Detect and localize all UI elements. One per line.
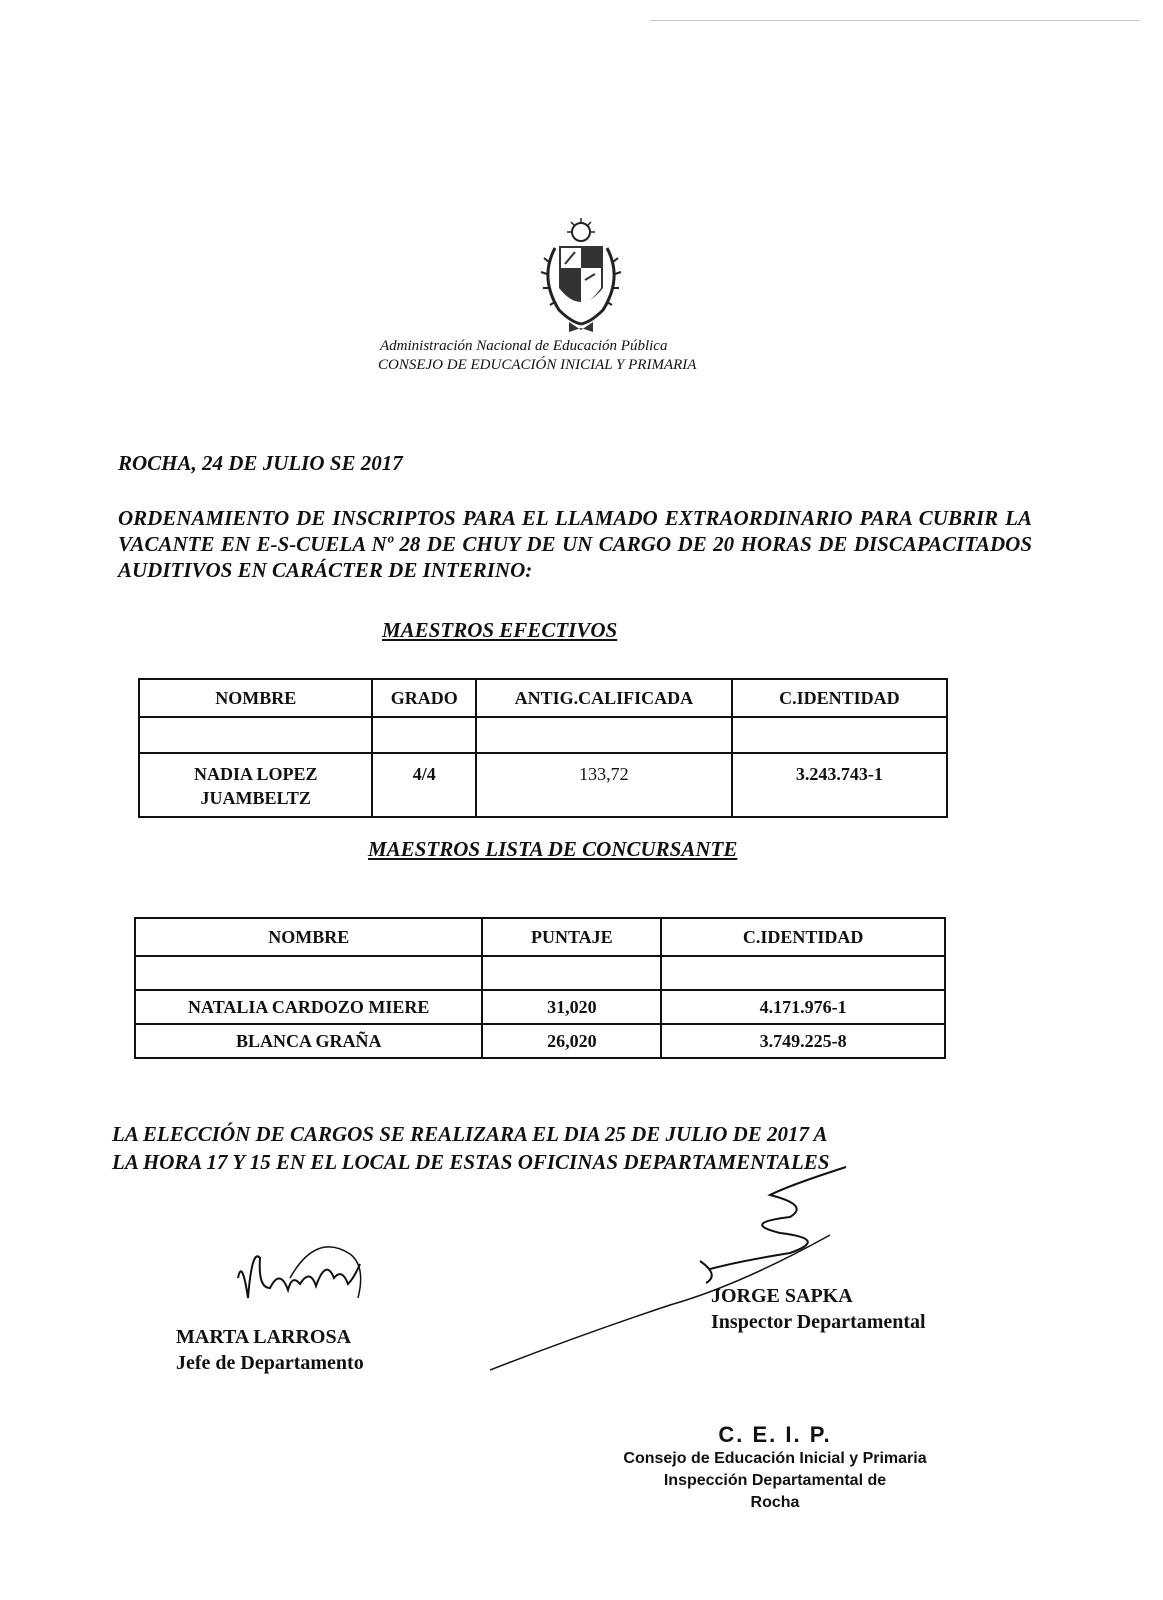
table-cell-ci: 3.243.743-1 bbox=[732, 753, 947, 817]
council-name: CONSEJO DE EDUCACIÓN INICIAL Y PRIMARIA bbox=[378, 357, 697, 373]
table-blank-row bbox=[139, 717, 947, 753]
section-heading-efectivos: MAESTROS EFECTIVOS bbox=[382, 618, 618, 642]
column-header: GRADO bbox=[372, 679, 476, 717]
table-cell-ci: 4.171.976-1 bbox=[661, 990, 945, 1024]
stamp-line: Rocha bbox=[750, 1494, 800, 1511]
signature-left-icon bbox=[230, 1238, 380, 1328]
table-cell bbox=[372, 717, 476, 753]
nombre-line: NADIA LOPEZ bbox=[193, 764, 318, 784]
election-line: LA ELECCIÓN DE CARGOS SE REALIZARA EL DIA 25 DE JULIO DE 2017 A bbox=[112, 1122, 828, 1146]
table-row bbox=[139, 753, 947, 817]
signer-left-role: Jefe de Departamento bbox=[176, 1352, 364, 1374]
signer-left-name: MARTA LARROSA bbox=[176, 1326, 352, 1348]
signer-right-role: Inspector Departamental bbox=[711, 1311, 926, 1333]
stamp-line: Consejo de Educación Inicial y Primaria bbox=[623, 1450, 927, 1467]
column-header: C.IDENTIDAD bbox=[661, 918, 945, 956]
signer-right-name: JORGE SAPKA bbox=[711, 1285, 853, 1307]
table-row bbox=[135, 990, 945, 1024]
org-name: Administración Nacional de Educación Pública bbox=[380, 338, 668, 354]
election-line: LA HORA 17 Y 15 EN EL LOCAL DE ESTAS OFICINAS DEPARTAMENTALES bbox=[112, 1150, 830, 1174]
table-cell bbox=[476, 717, 732, 753]
table-row bbox=[135, 1024, 945, 1058]
section-heading-concursantes: MAESTROS LISTA DE CONCURSANTE bbox=[368, 837, 738, 861]
concursantes-table bbox=[134, 917, 946, 1059]
stamp-line: Inspección Departamental de bbox=[663, 1472, 887, 1489]
date-line: ROCHA, 24 DE JULIO SE 2017 bbox=[118, 451, 403, 475]
office-stamp bbox=[620, 1422, 930, 1514]
column-header: C.IDENTIDAD bbox=[732, 679, 947, 717]
table-cell bbox=[661, 956, 945, 990]
coat-of-arms-icon bbox=[535, 218, 627, 336]
table-cell bbox=[135, 956, 482, 990]
table-cell-ci: 3.749.225-8 bbox=[661, 1024, 945, 1058]
table-header-row bbox=[139, 679, 947, 717]
table-cell bbox=[139, 717, 372, 753]
column-header: NOMBRE bbox=[139, 679, 372, 717]
nombre-line: JUAMBELTZ bbox=[200, 788, 311, 808]
table-cell-nombre: NATALIA CARDOZO MIERE bbox=[135, 990, 482, 1024]
column-header: PUNTAJE bbox=[482, 918, 661, 956]
table-cell-puntaje: 31,020 bbox=[482, 990, 661, 1024]
document-title: ORDENAMIENTO DE INSCRIPTOS PARA EL LLAMADO EXTRAORDINARIO PARA CUBRIR LA VACANTE EN E-S-CUELA Nº 28 DE CHUY DE UN CARGO DE 20 HORAS DE DISCAPACITADOS AUDITIVOS EN CARÁCTER DE INTERINO: bbox=[118, 506, 1032, 582]
table-cell-nombre: BLANCA GRAÑA bbox=[135, 1024, 482, 1058]
table-blank-row bbox=[135, 956, 945, 990]
table-cell bbox=[482, 956, 661, 990]
table-cell-grado: 4/4 bbox=[372, 753, 476, 817]
signature-right-icon bbox=[490, 1165, 870, 1385]
column-header: NOMBRE bbox=[135, 918, 482, 956]
table-cell-antig: 133,72 bbox=[476, 753, 732, 817]
table-cell bbox=[732, 717, 947, 753]
column-header: ANTIG.CALIFICADA bbox=[476, 679, 732, 717]
stamp-acronym: C. E. I. P. bbox=[718, 1422, 832, 1447]
top-edge-line bbox=[650, 20, 1140, 21]
efectivos-table bbox=[138, 678, 948, 818]
table-header-row bbox=[135, 918, 945, 956]
table-cell-puntaje: 26,020 bbox=[482, 1024, 661, 1058]
table-cell-nombre bbox=[139, 753, 372, 817]
